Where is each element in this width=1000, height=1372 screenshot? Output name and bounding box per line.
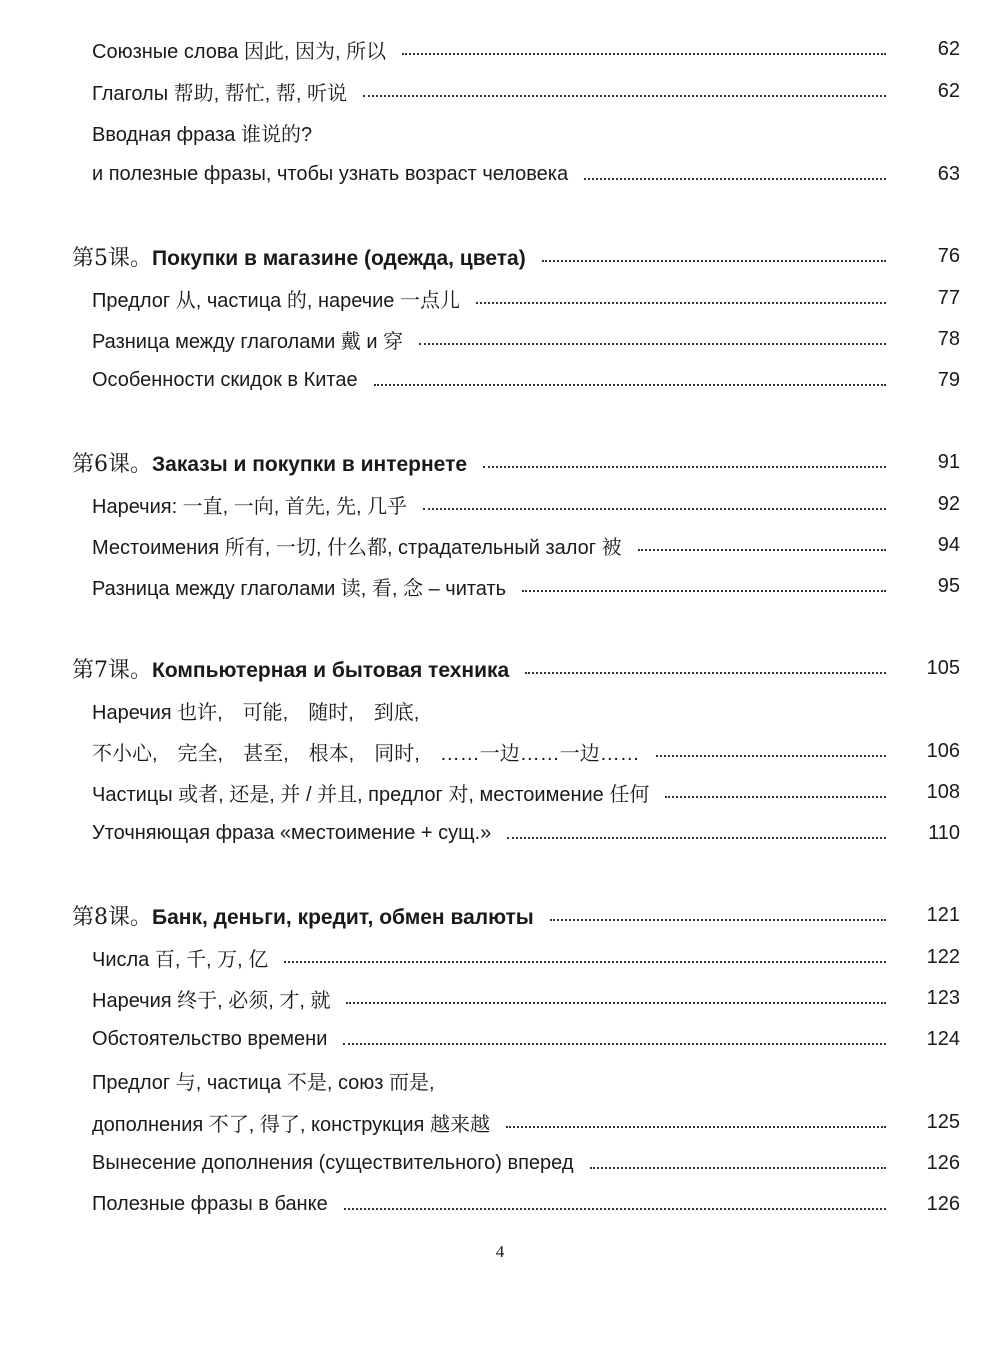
lesson-number: 第8课。	[72, 904, 152, 930]
toc-page-number: 91	[937, 450, 960, 473]
toc-page-number: 110	[928, 821, 960, 844]
lesson-title: Банк, деньги, кредит, обмен валюты	[152, 905, 534, 929]
toc-page-number: 123	[926, 986, 960, 1009]
toc-entry-text: Разница между глаголами 戴 и 穿	[92, 330, 404, 353]
toc-entry	[0, 363, 1000, 397]
dot-leader	[344, 1208, 886, 1210]
toc-lesson-heading	[0, 445, 1000, 479]
dot-leader	[522, 590, 886, 592]
page-number: 4	[495, 1242, 505, 1261]
toc-entry-text: 不小心, 完全, 甚至, 根本, 同时, ……一边……一边……	[92, 742, 640, 765]
dot-leader	[638, 549, 886, 551]
toc-entry-text: Наречия 终于, 必须, 才, 就	[92, 989, 331, 1012]
toc-entry-text: Уточняющая фраза «местоимение + сущ.»	[92, 821, 492, 844]
toc-entry	[0, 775, 1000, 809]
lesson-title: Покупки в магазине (одежда, цвета)	[152, 246, 526, 270]
toc-entry-text: Вынесение дополнения (существительного) вперед	[92, 1151, 574, 1174]
toc-page-number: 79	[937, 368, 960, 391]
dot-leader	[550, 919, 886, 921]
toc-page-number: 106	[926, 739, 960, 762]
toc-entry	[0, 981, 1000, 1015]
toc-entry	[0, 115, 1000, 149]
dot-leader	[656, 755, 886, 757]
dot-leader	[402, 53, 886, 55]
toc-page-number: 95	[937, 574, 960, 597]
lesson-title: Заказы и покупки в интернете	[152, 452, 468, 476]
toc-entry	[0, 281, 1000, 315]
dot-leader	[506, 1126, 886, 1128]
toc-entry	[0, 487, 1000, 521]
toc-page-number: 108	[926, 780, 960, 803]
dot-leader	[483, 466, 886, 468]
toc-page-number: 63	[937, 162, 960, 185]
dot-leader	[525, 672, 886, 674]
toc-lesson-heading	[0, 239, 1000, 273]
dot-leader	[590, 1167, 886, 1169]
lesson-number: 第5课。	[72, 245, 152, 271]
toc-page-number: 124	[926, 1027, 960, 1050]
toc-page-number: 62	[937, 79, 960, 102]
toc-entry-text: и полезные фразы, чтобы узнать возраст человека	[92, 162, 569, 185]
toc-page-number: 77	[937, 286, 960, 309]
toc-lesson-heading	[0, 898, 1000, 932]
toc-entry	[0, 322, 1000, 356]
toc-entry-text: Вводная фраза 谁说的?	[92, 123, 313, 146]
toc-page-number: 94	[937, 533, 960, 556]
toc-entry-text: Особенности скидок в Китае	[92, 368, 358, 391]
toc-entry	[0, 1105, 1000, 1139]
toc-entry	[0, 816, 1000, 850]
toc-entry	[0, 1022, 1000, 1056]
toc-entry-text: Глаголы 帮助, 帮忙, 帮, 听说	[92, 82, 347, 105]
toc-page-number: 121	[926, 903, 960, 926]
toc-entry-text: дополнения 不了, 得了, конструкция 越来越	[92, 1113, 490, 1136]
toc-page-number: 76	[937, 244, 960, 267]
toc-entry-text: Числа 百, 千, 万, 亿	[92, 948, 269, 971]
toc-entry-text: Предлог 从, частица 的, наречие 一点儿	[92, 289, 460, 312]
toc-page-number: 92	[937, 492, 960, 515]
toc-page-number: 62	[937, 37, 960, 60]
toc-page-number: 105	[926, 656, 960, 679]
dot-leader	[665, 796, 886, 798]
toc-entry-text: Полезные фразы в банке	[92, 1192, 328, 1215]
toc-entry-text: Наречия 也许, 可能, 随时, 到底,	[92, 701, 420, 724]
toc-entry	[0, 734, 1000, 768]
dot-leader	[423, 508, 886, 510]
toc-entry	[0, 32, 1000, 66]
lesson-number: 第7课。	[72, 657, 152, 683]
toc-entry-text: Союзные слова 因此, 因为, 所以	[92, 40, 387, 63]
lesson-number: 第6课。	[72, 451, 152, 477]
dot-leader	[343, 1043, 886, 1045]
toc-entry-text: Наречия: 一直, 一向, 首先, 先, 几乎	[92, 495, 408, 518]
dot-leader	[507, 837, 886, 839]
toc-entry-text: Обстоятельство времени	[92, 1027, 328, 1050]
toc-page-number: 126	[926, 1192, 960, 1215]
toc-entry	[0, 1063, 1000, 1097]
toc-lesson-heading	[0, 651, 1000, 685]
toc-page-number: 125	[926, 1110, 960, 1133]
toc-entry	[0, 528, 1000, 562]
dot-leader	[374, 384, 886, 386]
toc-entry-text: Предлог 与, частица 不是, союз 而是,	[92, 1071, 435, 1094]
toc-entry	[0, 569, 1000, 603]
toc-page-number: 122	[926, 945, 960, 968]
toc-entry-text: Местоимения 所有, 一切, 什么都, страдательный залог 被	[92, 536, 622, 559]
dot-leader	[476, 302, 886, 304]
toc-entry	[0, 940, 1000, 974]
dot-leader	[419, 343, 886, 345]
dot-leader	[584, 178, 886, 180]
toc-entry-text: Разница между глаголами 读, 看, 念 – читать	[92, 577, 507, 600]
lesson-title: Компьютерная и бытовая техника	[152, 658, 510, 682]
dot-leader	[284, 961, 886, 963]
toc-entry	[0, 1187, 1000, 1221]
toc-entry	[0, 157, 1000, 191]
dot-leader	[363, 95, 886, 97]
toc-page-number: 126	[926, 1151, 960, 1174]
toc-entry	[0, 74, 1000, 108]
dot-leader	[346, 1002, 886, 1004]
toc-page-number: 78	[937, 327, 960, 350]
toc-entry-text: Частицы 或者, 还是, 并 / 并且, предлог 对, местоимение 任何	[92, 783, 650, 806]
toc-entry	[0, 693, 1000, 727]
dot-leader	[542, 260, 886, 262]
toc-entry	[0, 1146, 1000, 1180]
